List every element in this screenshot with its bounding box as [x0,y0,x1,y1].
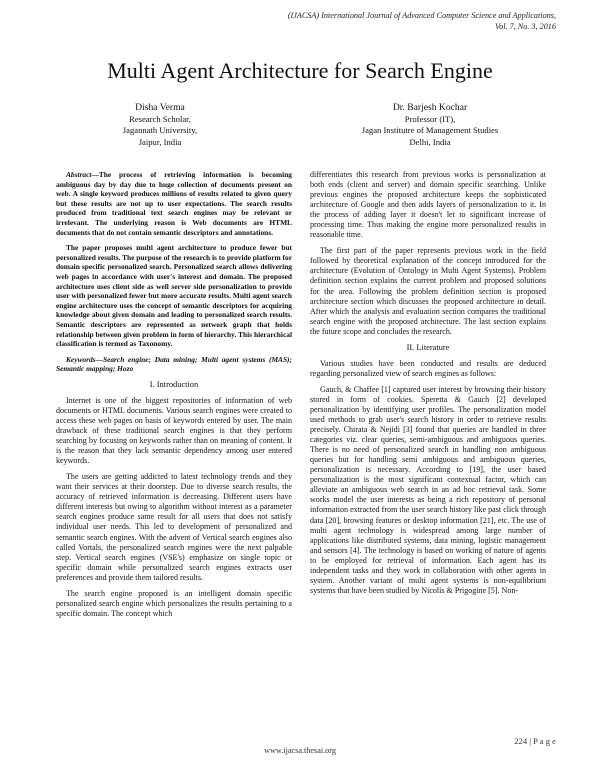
abstract-paragraph-2: The paper proposes multi agent architecture to produce fewer but personalized results. The purpose of the research is to provide platform for domain specific personalized search. Personalized search allows delivering web pages in accordance with user's interest and domain. The proposed architecture uses client side as well server side personalization to provide user with personalized fewer but more accurate results. Multi agent search engine architecture uses the concept of semantic descriptors for acquiring knowledge about given domain and leading to personalized search results. Semantic descriptors are represented as network graph that holds relationship between given problem in form of hierarchy. This hierarchical classification is termed as Taxonomy. [56,243,292,349]
author-affiliation: Jagannath University, [122,125,198,135]
author-affiliation: Research Scholar, [129,113,191,124]
author-block-1 [60,102,260,148]
page-number: 224 | P a g e [514,736,556,746]
keywords: Keywords—Search engine; Data mining; Multi agent systems (MAS); Semantic mapping; Hozo [56,354,292,374]
journal-line-1: (IJACSA) International Journal of Advanced Computer Science and Applications, [287,11,556,20]
abstract-paragraph-1: Abstract—The process of retrieving information is becoming ambiguous day by day due to huge collection of documents present on web. A single keyword produces millions of results related to given query but these results are not up to user expectations. The search results produced from traditional text search engines may be relevant or irrelevant. The underlying reason is Web documents are HTML documents that do not contain semantic descriptors and annotations. [56,170,292,237]
footer-url: www.ijacsa.thesai.org [264,746,336,755]
paper-title: Multi Agent Architecture for Search Engine [107,58,493,83]
body-paragraph: differentiates this research from previous works is personalization at both ends (client and server) and domain specific searching. Unlike previous engines the proposed architecture keeps the sophisticated architecture of Google and then adds layers of personalization to it. In the process of adding layer it doesn't let to significant increase of processing time. Thus making the engine more personalized results in reasonable time. [310,170,546,240]
author-name: Dr. Barjesh Kochar [392,102,468,113]
journal-line-2: Vol. 7, No. 3, 2016 [495,22,556,31]
abstract-label: Abstract— [66,170,99,179]
left-column [56,170,292,625]
author-affiliation: Jaipur, India [138,136,182,147]
body-paragraph: The first part of the paper represents previous work in the field followed by theoretical explanation of the concept introduced for the architecture (Evolution of Ontology in Multi Agent Systems). Problem definition section explains the current problem and proposed solutions for the area. Following the problem definition section is proposed architecture section which discusses the proposed architecture in detail. After which the analysis and evaluation section compares the traditional search engine with the proposed architecture. The last section explains the future scope and concludes the research. [310,246,546,336]
intro-paragraph-3: The search engine proposed is an intelligent domain specific personalized search engine which personalizes the results pertaining to a specific domain. The concept which [56,588,292,618]
author-name: Disha Verma [135,102,185,113]
right-column [310,170,546,602]
author-affiliation: Delhi, India [409,136,451,147]
intro-paragraph-2: The users are getting addicted to latest technology trends and they want their services at their doorstep. Due to diverse search results, the accuracy of retrieved information is decreasing. Different users have different interests but owing to algorithm without interest as a parameter search engines produce same result for all users that does not satisfy individual user needs. This led to development of personalized and semantic search engines. With the advent of Vertical search engines also called Vortals, the personalized search engines were the next palpable step. Vertical search engines (VSE's) emphasize on single topic or specific domain while personalized search engines extracts user preferences and provide them tailored results. [56,472,292,582]
journal-header [196,10,556,32]
author-affiliation: Jagan Institutre of Management Studies [361,125,499,135]
author-block-2 [330,102,530,148]
section-heading-introduction: I. Introduction [149,379,199,389]
intro-paragraph-1: Internet is one of the biggest repositories of information of web documents or HTML documents. Various search engines were created to access these web pages on basis of keywords entered by user. The main drawback of these traditional search engines is that they perform searching by focusing on keywords rather than on meaning of content. It is the reason that they lack semantic dependency among user entered keywords. [56,395,292,466]
section-heading-literature: II. Literature [406,342,450,352]
body-paragraph: Various studies have been conducted and results are deduced regarding personalized view of search engines as follows: [310,358,546,378]
author-affiliation: Professor (IT), [404,113,456,124]
body-paragraph: Gauch, & Chaffee [1] captured user interest by browsing their history stored in form of cookies. Speretta & Gauch [2] developed personalization by identifying user profiles. The personalization model used methods to grab user's search history in order to retrieve results precisely. Chirata & Nejidi [3] found that queries are handled in three categories viz. clear queries, semi-ambiguous and ambiguous queries. There is no need of personalized search in handling non ambiguous queries but for handling semi ambiguous and ambiguous queries, personalization is necessary. According to [19], the user based personalization is the most significant contextual factor, which can alleviate an ambiguous web search in an ad hoc retrieval task. Some works model the user interests as being a rich repository of personal information extracted from the user search history like past click through data [20], browsing features or desktop information [21], etc. The use of multi agent technology is widespread among large number of applications like distributed systems, data mining, logistic management and sensors [4]. The technology is based on working of nature of agents to be employed for retrieval of information. Each agent has its independent tasks and they work in collaboration with other agents in system. Another variant of multi agent systems is non-equilibrium systems that have been studied by Nicolis & Prigogine [5]. Non- [310,384,546,595]
